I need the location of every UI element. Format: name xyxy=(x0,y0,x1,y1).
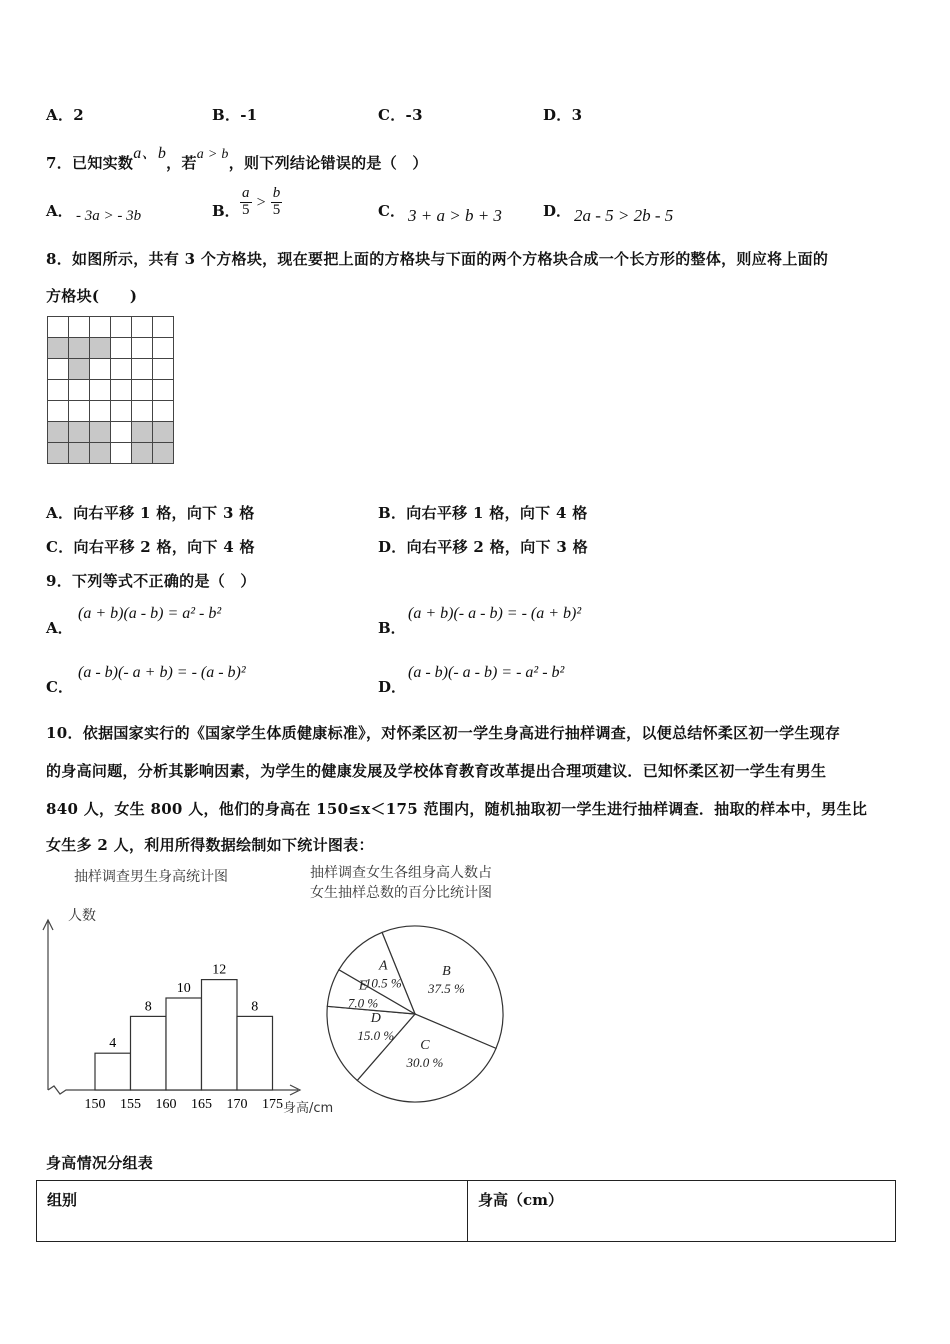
pie-label-letter: C xyxy=(420,1037,430,1053)
q10-line2: 的身高问题，分析其影响因素，为学生的健康发展及学校体育教育改革提出合理项建议．已知怀柔区初一学生有男生 xyxy=(46,762,827,780)
bar-155-160 xyxy=(131,1016,167,1090)
bar-xlabel: 身高/cm xyxy=(283,1101,334,1116)
q8-grid-figure xyxy=(47,316,174,464)
grid-cell xyxy=(132,422,153,443)
pie-title-line1: 抽样调查女生各组身高人数占 xyxy=(310,865,492,881)
grid-cell xyxy=(111,317,132,338)
pie-label-letter: A xyxy=(379,958,388,974)
pie-chart xyxy=(320,918,510,1114)
grid-cell xyxy=(132,380,153,401)
bar-value-label: 12 xyxy=(212,962,227,978)
table-header-group: 组别 xyxy=(37,1181,468,1242)
q9-option-d: D． xyxy=(378,678,407,696)
grid-cell xyxy=(48,443,69,464)
q7-option-c-expr: 3 + a > b + 3 xyxy=(408,206,502,225)
pie-label-letter: D xyxy=(370,1010,381,1026)
grid-cell xyxy=(132,338,153,359)
q6-option-b: B．-1 xyxy=(212,106,258,124)
grid-cell xyxy=(132,401,153,422)
q8-stem-line1: 8．如图所示，共有 3 个方格块，现在要把上面的方格块与下面的两个方格块合成一个长方形的整体，则应将上面的 xyxy=(46,250,829,268)
bar-x-tick: 150 xyxy=(84,1097,106,1112)
bar-x-tick: 160 xyxy=(155,1097,177,1112)
table-header-row xyxy=(37,1181,896,1242)
grid-cell xyxy=(111,401,132,422)
pie-label-pct: 30.0 % xyxy=(406,1054,444,1070)
q9-option-a: A． xyxy=(46,619,73,637)
grid-cell xyxy=(153,338,174,359)
height-group-table xyxy=(36,1180,896,1242)
q7-option-b: B． xyxy=(212,202,240,220)
q7-stem: 7．已知实数a、b，若a > b，则下列结论错误的是（ ） xyxy=(46,145,428,172)
grid-cell xyxy=(111,422,132,443)
bar-value-label: 10 xyxy=(176,981,191,996)
bar-160-165 xyxy=(166,998,202,1090)
bar-value-label: 4 xyxy=(109,1036,117,1052)
grid-cell xyxy=(111,338,132,359)
grid-cell xyxy=(153,317,174,338)
grid-cell xyxy=(111,380,132,401)
grid-cell xyxy=(153,380,174,401)
grid-cell xyxy=(90,338,111,359)
q8-option-d: D．向右平移 2 格，向下 3 格 xyxy=(378,538,588,556)
grid-cell xyxy=(153,359,174,380)
q6-option-d: D．3 xyxy=(543,106,583,124)
bar-x-tick: 175 xyxy=(262,1097,283,1112)
q10-line3: 840 人，女生 800 人，他们的身高在 150≤x＜175 范围内，随机抽取初一学生进行抽样调查．抽取的样本中，男生比 xyxy=(46,800,868,818)
q10-line1: 10．依据国家实行的《国家学生体质健康标准》，对怀柔区初一学生身高进行抽样调查，以便总结怀柔区初一学生现存 xyxy=(46,724,841,742)
q9-option-d-expr: (a - b)(- a - b) = - a² - b² xyxy=(408,664,565,681)
q7-option-c: C． xyxy=(378,202,405,220)
grid-cell xyxy=(90,359,111,380)
grid-cell xyxy=(90,380,111,401)
grid-cell xyxy=(69,401,90,422)
q6-option-c: C．-3 xyxy=(378,106,423,124)
bar-value-label: 8 xyxy=(251,999,259,1015)
pie-label-letter: B xyxy=(442,964,451,980)
bar-x-tick: 155 xyxy=(120,1097,141,1112)
grid-cell xyxy=(153,401,174,422)
q7-option-b-expr: $\frac{a}{5}$ > $\frac{b}{5}$ xyxy=(242,185,281,218)
bar-x-tick: 170 xyxy=(226,1097,248,1112)
bar-170-175 xyxy=(237,1016,273,1090)
grid-cell xyxy=(132,359,153,380)
grid-cell xyxy=(132,317,153,338)
pie-label-letter: E xyxy=(358,978,368,994)
q10-line4: 女生多 2 人，利用所得数据绘制如下统计图表： xyxy=(46,836,374,854)
grid-cell xyxy=(90,317,111,338)
grid-cell xyxy=(69,338,90,359)
q7-option-a: A． xyxy=(46,202,73,220)
grid-cell xyxy=(90,443,111,464)
pie-label-pct: 10.5 % xyxy=(364,975,402,991)
grid-cell xyxy=(111,359,132,380)
grid-cell xyxy=(69,359,90,380)
bar-ylabel: 人数 xyxy=(68,908,96,924)
q9-option-b-expr: (a + b)(- a - b) = - (a + b)² xyxy=(408,605,582,622)
q8-option-b: B．向右平移 1 格，向下 4 格 xyxy=(378,504,588,522)
pie-label-pct: 37.5 % xyxy=(427,981,465,997)
grid-cell xyxy=(111,443,132,464)
grid-cell xyxy=(153,422,174,443)
grid-cell xyxy=(69,317,90,338)
grid-cell xyxy=(90,401,111,422)
q8-option-c: C．向右平移 2 格，向下 4 格 xyxy=(46,538,255,556)
q9-option-c-expr: (a - b)(- a + b) = - (a - b)² xyxy=(78,664,246,681)
q9-option-c: C． xyxy=(46,678,73,696)
bar-x-tick: 165 xyxy=(191,1097,212,1112)
pie-label-pct: 15.0 % xyxy=(357,1027,395,1043)
grid-cell xyxy=(69,422,90,443)
q9-stem: 9．下列等式不正确的是（ ） xyxy=(46,572,256,590)
grid-cell xyxy=(48,338,69,359)
q8-stem-line2: 方格块( ) xyxy=(46,287,138,305)
bar-150-155 xyxy=(95,1053,131,1090)
grid-cell xyxy=(48,359,69,380)
grid-cell xyxy=(48,422,69,443)
table-header-height: 身高（cm） xyxy=(468,1181,896,1242)
bar-165-170 xyxy=(202,980,238,1090)
bar-chart-title: 抽样调查男生身高统计图 xyxy=(74,869,228,885)
pie-label-pct: 7.0 % xyxy=(347,995,379,1011)
table-title: 身高情况分组表 xyxy=(46,1154,154,1172)
q7-option-d-expr: 2a - 5 > 2b - 5 xyxy=(574,206,674,225)
q8-option-a: A．向右平移 1 格，向下 3 格 xyxy=(46,504,255,522)
grid-cell xyxy=(90,422,111,443)
grid-cell xyxy=(69,443,90,464)
bar-chart xyxy=(36,890,356,1126)
q6-option-a: A．2 xyxy=(46,106,84,124)
grid-cell xyxy=(132,443,153,464)
q9-option-a-expr: (a + b)(a - b) = a² - b² xyxy=(78,605,222,622)
grid-cell xyxy=(48,401,69,422)
q9-option-b: B． xyxy=(378,619,406,637)
grid-cell xyxy=(69,380,90,401)
q7-option-d: D． xyxy=(543,202,572,220)
bar-value-label: 8 xyxy=(144,999,152,1015)
grid-cell xyxy=(48,317,69,338)
pie-title-line2: 女生抽样总数的百分比统计图 xyxy=(310,885,492,901)
grid-cell xyxy=(153,443,174,464)
grid-cell xyxy=(48,380,69,401)
q7-option-a-expr: - 3a > - 3b xyxy=(76,208,142,224)
